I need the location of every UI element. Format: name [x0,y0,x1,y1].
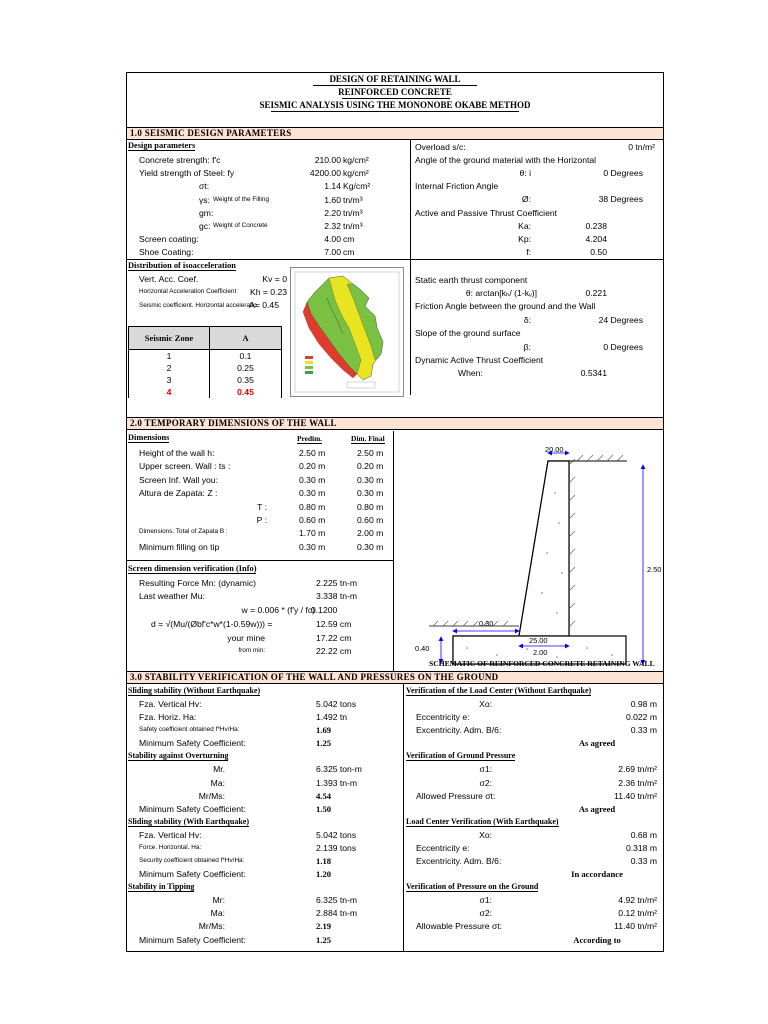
stability-value: 1.20 [316,869,332,880]
mine-label: your mine [227,633,265,643]
dimension-predim: 0.80 m [299,501,326,512]
kv-value: Kv = 0 [262,274,287,284]
zone-a-value: 0.1 [210,350,282,363]
overload-label: Overload s/c: [415,142,466,152]
dimension-predim: 0.60 m [299,515,326,525]
dimension-label: Altura de Zapata: Z : [139,488,218,499]
section-1-header: 1.0 SEISMIC DESIGN PARAMETERS [127,127,663,140]
dimension-predim: 0.20 m [299,461,326,472]
stability-value: 5.042 tons [316,699,357,709]
stability-label: Security coefficient obtained f*Hv/Ha: [139,857,245,864]
param-value: 1.60 [324,194,341,205]
zone-row [129,386,282,398]
stability-value: 1.50 [316,803,332,814]
param-value: 2.20 [324,207,341,218]
predim-col: Predim. [297,434,323,443]
mn-label: Resulting Force Mn: (dynamic) [139,578,257,588]
mine-value: 17.22 cm [316,633,352,643]
mu-label: Last weather Mu: [139,591,205,601]
stability-value: 1.492 tn [316,712,348,723]
stability-group-title: Sliding stability (Without Earthquake) [128,686,261,695]
zone-row [129,374,282,386]
stability-label: Minimum Safety Coefficient: [139,738,246,749]
zone-number: 2 [129,362,210,374]
final-col: Dim. Final [351,434,385,443]
f-label: f: [526,247,531,257]
dimension-label: Dimensions. Total of Zapata B : [139,528,228,536]
zone-number: 1 [129,350,210,363]
dim-top-label: 20.00 [545,445,564,454]
stability-value: 0.68 m [630,829,657,840]
dimension-final: 0.20 m [357,461,384,472]
zone-a-value: 0.35 [210,374,282,386]
angle-label: Angle of the ground material with the Horizontal [415,155,597,165]
dimension-final: 0.30 m [357,541,384,552]
dimension-final: 0.80 m [357,501,384,512]
min-value: 22.22 cm [316,646,352,656]
dynamic-label: Dynamic Active Thrust Coefficient [415,355,544,365]
param-unit: cm [343,247,355,258]
stability-value: 1.25 [316,934,332,945]
overload-value: 0 tn/m² [628,142,655,152]
section-2-header: 2.0 TEMPORARY DIMENSIONS OF THE WALL [127,417,663,430]
stability-label: Xo: [479,829,492,840]
f-value: 0.50 [590,247,607,257]
stability-label: σ1: [479,764,492,775]
param-unit: cm [343,234,355,245]
zone-a-value: 0.45 [210,386,282,398]
param-value: 2.32 [324,221,341,231]
stability-value: 1.18 [316,856,332,866]
stability-group-title: Verification of Ground Pressure [406,751,516,761]
param-label: gc: [199,221,211,231]
stability-value: 2.884 tn-m [316,908,358,919]
stability-label: Mr/Ms: [198,790,225,801]
param-note: Weight of Concrete [213,222,268,229]
dimension-label: Screen Inf. Wall you: [139,474,218,485]
stability-label: Xo: [479,699,492,709]
vert-acc-label: Vert. Acc. Coef. [139,274,199,284]
zone-col-header: Seismic Zone [129,327,210,350]
phi-value: 38 Degrees [598,194,643,204]
stability-value: 11.40 tn/m² [614,790,657,801]
d-value: 12.59 cm [316,619,352,629]
param-unit: tn/m³ [343,221,363,231]
stability-label: Fza. Horiz. Ha: [139,712,197,723]
design-params-title: Design parameters [128,141,196,150]
stability-label: Eccentricity e: [416,712,470,723]
param-value: 1.14 [324,181,341,192]
stability-value: 6.325 tn-m [316,895,358,906]
stability-value: 4.92 tn/m² [618,895,657,906]
stability-value: As agreed [578,803,616,814]
stability-label: Excentricity. Adm. B/6: [416,725,502,736]
stability-value: 0.12 tn/m² [618,908,657,919]
stability-value: 0.318 m [625,842,657,853]
stability-label: Fza. Vertical Hv: [139,829,202,840]
dimension-predim: 0.30 m [299,474,326,485]
param-unit: kg/cm² [343,155,369,165]
stability-group-title: Verification of Pressure on the Ground [406,882,539,892]
param-unit: kg/cm² [343,168,369,179]
param-label: gm: [199,207,214,218]
seismic-zone-map [290,267,404,397]
stability-value: 0.022 m [625,712,657,723]
seismic-zone-table [128,326,282,398]
dim-base-label: 2.00 [533,648,548,657]
verif-title: Screen dimension verification (Info) [128,564,257,573]
param-label: Screen coating: [139,234,199,245]
param-label: Yield strength of Steel: fy [139,168,235,179]
friction-label: Internal Friction Angle [415,181,499,191]
static-theta-value: 0.221 [585,288,607,298]
stability-label: σ2: [479,777,492,788]
retaining-wall-schematic [397,443,663,669]
dimension-predim: 0.30 m [299,488,326,499]
zone-a-value: 0.25 [210,362,282,374]
thrust-label: Active and Passive Thrust Coefficient [415,208,558,218]
dimension-label: T : [257,501,267,512]
zone-number: 3 [129,374,210,386]
dimension-final: 2.00 m [357,528,384,539]
stability-value: According to [573,934,621,945]
beta-label: β: [523,342,531,352]
ka-label: Ka: [518,221,531,231]
stability-group-title: Stability against Overturning [128,751,229,761]
stability-value: 2.139 tons [316,842,357,853]
seismic-coef-label: Seismic coefficient. Horizontal acceleratio [139,302,257,309]
stability-label: Force. Horizontal. Ha: [139,843,202,851]
zone-row [129,350,282,363]
kp-label: Kp: [518,234,531,244]
stability-value: 2.69 tn/m² [618,764,657,775]
dimension-label: P : [256,515,267,525]
stability-value: 11.40 tn/m² [614,921,657,932]
mu-value: 3.338 tn-m [316,591,358,601]
stability-label: Fza. Vertical Hv: [139,699,202,709]
stability-value: 0.98 m [630,699,657,709]
beta-value: 0 Degrees [603,342,643,352]
stability-label: Safety coefficient obtained f*Hv/Ha: [139,726,240,734]
stability-value: 5.042 tons [316,829,357,840]
param-unit: tn/m³ [343,194,363,205]
horiz-acc-label: Horizontal Acceleration Coefficient [139,288,237,295]
param-label: γs: [199,194,210,205]
min-label: from min: [238,647,265,654]
w-label: w = 0.006 * (f'y / fc) [241,605,315,615]
stability-value: As agreed [578,738,616,749]
stability-label: Minimum Safety Coefficient: [139,869,246,880]
dim-stem-label: 25.00 [529,636,548,645]
phi-label: Ø: [521,194,531,204]
stability-value: 2.36 tn/m² [618,777,657,788]
stability-label: Excentricity. Adm. B/6: [416,856,502,866]
dimension-predim: 0.30 m [299,541,326,552]
dim-toe-label: 0.30 [479,619,494,628]
static-label: Static earth thrust component [415,275,528,285]
slope-label: Slope of the ground surface [415,328,521,338]
stability-value: 1.393 tn-m [316,777,358,788]
stability-label: Minimum Safety Coefficient: [139,934,246,945]
section-3-header: 3.0 STABILITY VERIFICATION OF THE WALL AND PRESSURES ON THE GROUND [127,671,663,684]
theta-label: θ: i [519,168,531,178]
zone-number: 4 [129,386,210,398]
when-label: When: [458,368,483,378]
stability-group-title: Sliding stability (With Earthquake) [128,816,249,826]
param-value: 4200.00 [309,168,341,179]
d-label: d = √(Mu/(Øbf'c*w*(1-0.59w))) = [151,619,273,629]
param-unit: Kg/cm² [343,181,371,192]
friction-wall-label: Friction Angle between the ground and the Wall [415,301,596,311]
stability-label: Minimum Safety Coefficient: [139,803,246,814]
title-line-2: REINFORCED CONCRETE [338,87,452,97]
a-col-header: A [210,327,282,350]
kp-value: 4.204 [585,234,607,244]
stability-group-title: Load Center Verification (With Earthquake) [406,816,559,826]
param-value: 210.00 [314,155,341,165]
stability-value: 0.33 m [630,725,657,736]
peru-map-icon [291,268,403,396]
delta-label: δ: [523,315,531,325]
w-value: 0.1200 [311,605,338,615]
dim-height-label: 2.50 [647,565,662,574]
ka-value: 0.238 [585,221,607,231]
stability-value: 1.25 [316,738,332,749]
dimension-final: 2.50 m [357,448,384,458]
stability-label: Allowable Pressure σt: [416,921,503,932]
dimension-predim: 1.70 m [299,528,326,539]
dimension-label: Upper screen. Wall : ts : [139,461,231,472]
a-value: A= 0.45 [249,300,279,310]
stability-label: Ma: [210,908,225,919]
dimension-label: Height of the wall h: [139,448,215,458]
stability-value: 2.19 [316,921,332,932]
stability-label: Allowed Pressure σt: [416,790,496,801]
stability-value: 0.33 m [630,856,657,866]
zone-row [129,362,282,374]
theta-value: 0 Degrees [603,168,643,178]
dimension-final: 0.30 m [357,474,384,485]
dimension-final: 0.30 m [357,488,384,499]
theta-formula: θ: arctan[kₕ/ (1-kᵥ)] [465,288,537,298]
dimension-label: Minimum filling on tip [139,541,220,552]
dims-title: Dimensions [128,433,170,442]
dimension-final: 0.60 m [357,515,384,525]
stability-label: σ2: [479,908,492,919]
stability-value: In accordance [571,869,623,880]
accel-title: Distribution of isoacceleration [128,261,236,270]
stability-group-title: Stability in Tipping [128,882,195,892]
dimension-predim: 2.50 m [299,448,326,458]
stability-label: Mr/Ms: [198,921,225,932]
param-label: Shoe Coating: [139,247,194,258]
param-value: 4.00 [324,234,341,245]
kh-value: Kh = 0.23 [249,287,287,297]
stability-group-title: Verification of the Load Center (Without Earthquake) [406,686,592,695]
stability-label: Mr. [213,764,225,775]
param-value: 7.00 [324,247,341,258]
title-line-3: SEISMIC ANALYSIS USING THE MONONOBE OKABE METHOD [259,100,531,110]
mn-value: 2.225 tn-m [316,578,358,588]
stability-label: Ma: [210,777,225,788]
param-label: Concrete strength: f'c [139,155,221,165]
delta-value: 24 Degrees [598,315,643,325]
stability-value: 6.325 ton-m [316,764,362,775]
stability-label: Eccentricity e: [416,842,470,853]
stability-value: 4.54 [316,790,332,801]
calculation-sheet [126,72,664,952]
param-unit: tn/m³ [343,207,363,218]
stability-label: σ1: [479,895,492,906]
stability-value: 1.69 [316,725,332,736]
schematic-caption: SCHEMATIC OF REINFORCED CONCRETE RETAINING WALL [429,659,655,668]
dim-footing-label: 0.40 [415,644,430,653]
when-value: 0.5341 [580,368,607,378]
stability-label: Mr: [212,895,225,906]
param-note: Weight of the Filling [213,195,270,203]
param-label: σt: [199,181,210,192]
title-line-1: DESIGN OF RETAINING WALL [329,74,461,84]
